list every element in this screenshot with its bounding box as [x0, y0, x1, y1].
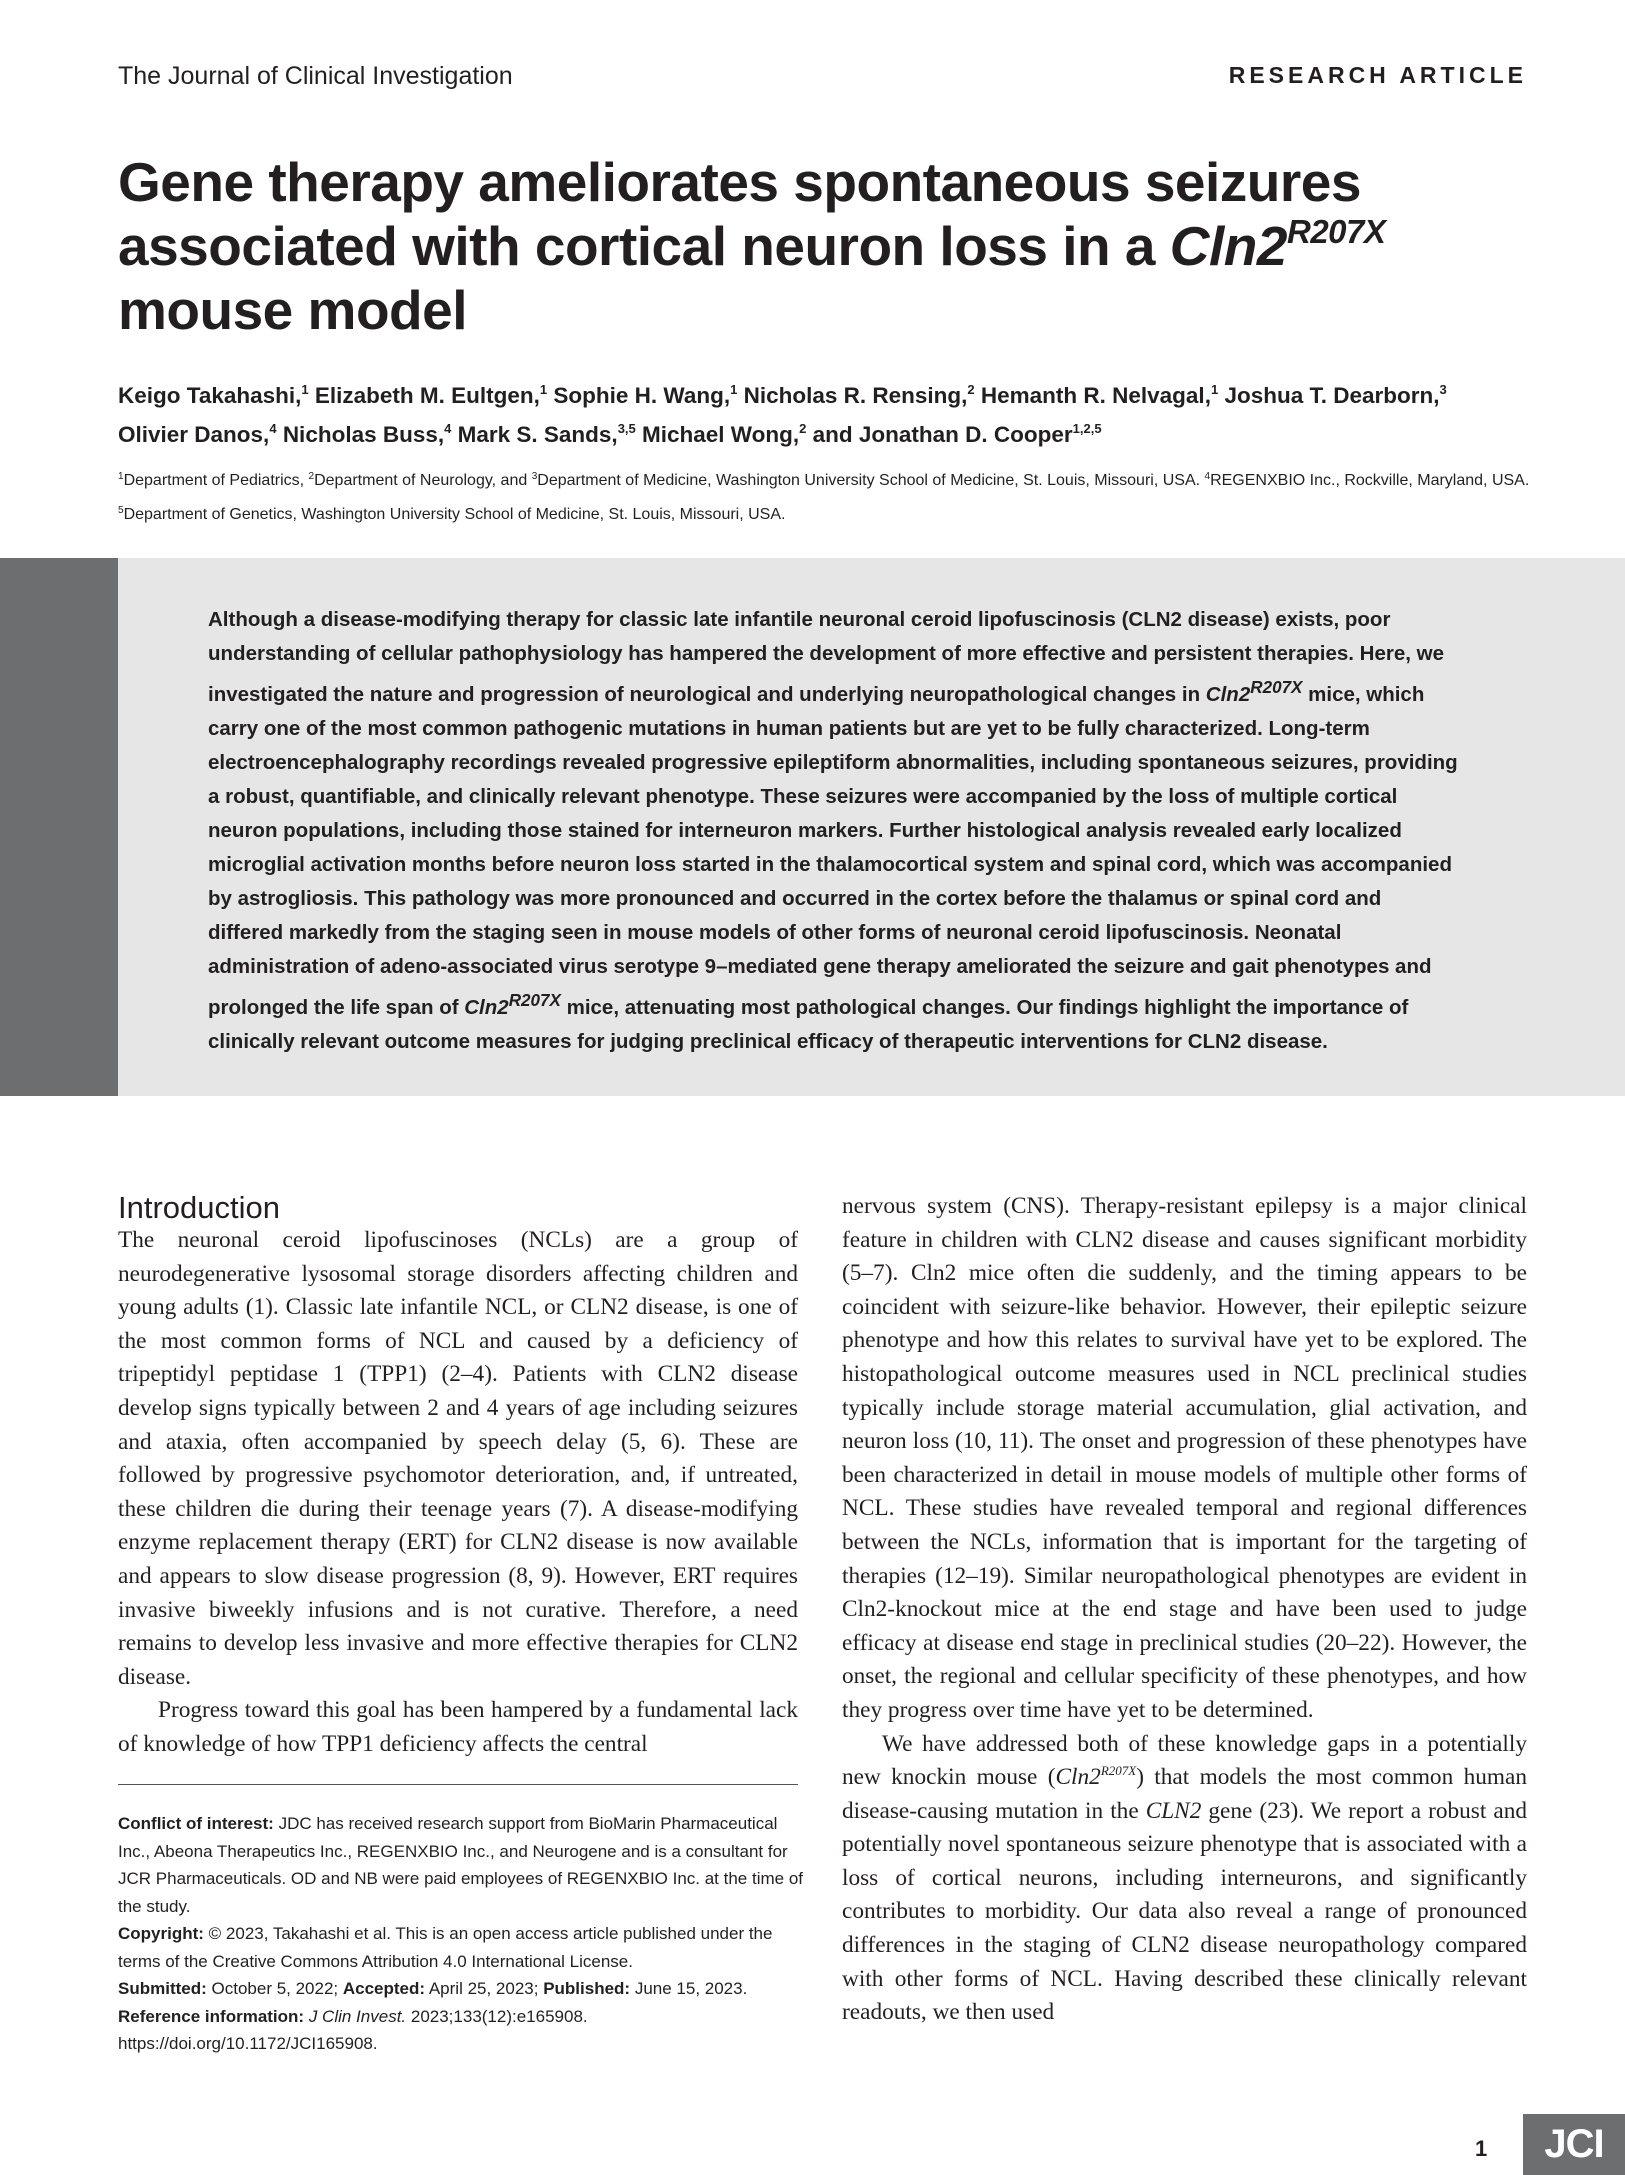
affiliation-line — [118, 464, 1538, 498]
title-gene: Cln2 — [1169, 215, 1287, 277]
body-gene-superscript: R207X — [1100, 1763, 1137, 1779]
body-text: gene (23). We report a robust and potentially novel spontaneous seizure phenotype that is associated with a loss of cortical neurons, including interneurons, and significantly contributes to morbidity. Our data also reveal a range of pronounced differences in the staging of CLN2 disease neuropathology compared with other forms of NCL. Having described these clinically relevant readouts, we then used — [842, 1797, 1527, 2026]
title-text-end: mouse model — [118, 279, 468, 341]
affiliations — [118, 464, 1538, 532]
author: Elizabeth M. Eultgen, — [314, 383, 540, 408]
affiliation-text: Department of Genetics, Washington University School of Medicine, St. Louis, Missouri, USA. — [123, 506, 786, 523]
article-notes — [118, 1810, 808, 2058]
affiliation-number: 2 — [308, 471, 315, 482]
author: Nicholas Buss, — [282, 422, 445, 447]
abstract-accent-bar — [0, 558, 118, 1096]
abstract-text — [208, 603, 1458, 1059]
section-heading-introduction: Introduction — [118, 1190, 280, 1225]
author-affiliation: 3,5 — [617, 421, 636, 436]
abstract-gene-superscript: R207X — [508, 990, 561, 1010]
title-text: Gene therapy ameliorates spontaneous seizures associated with cortical neuron loss in a — [118, 151, 1361, 277]
note-label: Published: — [543, 1979, 631, 1998]
author-affiliation: 2 — [967, 382, 975, 397]
author: Mark S. Sands, — [457, 422, 618, 447]
affiliation-text: Department of Medicine, Washington University School of Medicine, St. Louis, Missouri, USA. — [537, 472, 1205, 489]
author: and Jonathan D. Cooper — [812, 422, 1073, 447]
author-affiliation: 2 — [799, 421, 807, 436]
body-gene: Cln2 — [1055, 1764, 1101, 1791]
article-type-label: RESEARCH ARTICLE — [1228, 62, 1527, 88]
note-text: © 2023, Takahashi et al. This is an open access article published under the terms of the Creative Commons Attribution 4.0 International License. — [118, 1924, 773, 1971]
abstract-section — [0, 558, 1625, 1096]
abstract-gene: Cln2 — [464, 995, 509, 1019]
affiliation-number: 3 — [531, 471, 538, 482]
note-label: Submitted: — [118, 1979, 207, 1998]
author: Joshua T. Dearborn, — [1224, 383, 1440, 408]
abstract-gene: Cln2 — [1205, 682, 1251, 706]
author-affiliation: 4 — [269, 421, 277, 436]
dates-note — [118, 1975, 808, 2003]
affiliation-number: 4 — [1204, 471, 1211, 482]
note-label: Accepted: — [342, 1979, 426, 1998]
page-number: 1 — [1475, 2136, 1488, 2161]
body-paragraph: Progress toward this goal has been hampered by a fundamental lack of knowledge of how TPP1 deficiency affects the central — [118, 1697, 798, 1757]
jci-logo: JCI — [1523, 2114, 1625, 2175]
affiliation-text: REGENXBIO Inc., Rockville, Maryland, USA. — [1210, 472, 1530, 489]
affiliation-text: Department of Pediatrics, — [123, 472, 309, 489]
note-text: April 25, 2023; — [425, 1979, 544, 1998]
body-text: We have addressed both of these knowledge gaps in a potentially new knockin mouse ( — [842, 1730, 1527, 1791]
journal-name: The Journal of Clinical Investigation — [118, 62, 513, 90]
note-text: October 5, 2022; — [206, 1979, 343, 1998]
author-affiliation: 1 — [1210, 382, 1219, 397]
reference-note — [118, 2003, 808, 2031]
author-list — [118, 376, 1518, 454]
note-label: Reference information: — [118, 2006, 305, 2026]
body-column-right — [842, 1190, 1527, 2030]
body-paragraph: nervous system (CNS). Therapy-resistant epilepsy is a major clinical feature in children with CLN2 disease and causes significant morbidity (5–7). Cln2 mice often die suddenly, and the timing appears to be coincident with seizure-like behavior. However, their epileptic seizure phenotype and how this relates to survival have yet to be explored. The histopathological outcome measures used in NCL preclinical studies typically include storage material accumulation, glial activation, and neuron loss (10, 11). The onset and progression of these phenotypes have been characterized in detail in mouse models of multiple other forms of NCL. These studies have revealed temporal and regional differences between the NCLs, information that is important for the targeting of therapies (12–19). Similar neuropathological phenotypes are evident in Cln2-knockout mice at the end stage and have been used to judge efficacy at disease end stage in preclinical studies (20–22). However, the onset, the regional and cellular specificity of these phenotypes, and how they progress over time have yet to be determined. — [842, 1193, 1527, 1723]
article-title — [118, 150, 1398, 342]
abstract-sentence: mice, which carry one of the most common pathogenic mutations in human patients but are yet to be fully characterized. Long-term electroencephalography recordings revealed progressive epileptiform abnormalities, including spontaneous seizures, providing a robust, quantifiable, and clinically relevant phenotype. These seizures were accompanied by the loss of multiple cortical neuron populations, including those stained for interneuron markers. Further histological analysis revealed early localized microglial activation months before neuron loss started in the thalamocortical system and spinal cord, which was accompanied by astrogliosis. This pathology was more pronounced and occurred in the cortex before the thalamus or spinal cord and differed markedly from the staging seen in mouse models of other forms of neuronal ceroid lipofuscinosis. Neonatal administration of adeno-associated virus serotype 9–mediated gene therapy ameliorated the seizure and gait phenotypes and prolonged the life span of — [208, 682, 1458, 1019]
author-affiliation: 1 — [730, 382, 738, 397]
abstract-sentence: mice, attenuating most pathological changes. Our findings highlight the importance of clinically relevant outcome measures for judging preclinical efficacy of therapeutic interventions for CLN2 disease. — [208, 995, 1409, 1053]
author-affiliation: 1 — [539, 382, 548, 397]
author-affiliation: 1 — [301, 382, 309, 397]
conflict-of-interest-note — [118, 1810, 808, 1920]
affiliation-line — [118, 498, 1538, 532]
footnote-divider — [118, 1784, 798, 1785]
author-affiliation: 1,2,5 — [1072, 421, 1102, 436]
note-text: JDC has received research support from BioMarin Pharmaceutical Inc., Abeona Therapeutics Inc., REGENXBIO Inc., and Neurogene and is a consultant for JCR Pharmaceuticals. OD and NB were paid employees of REGENXBIO Inc. at the time of the study. — [118, 1814, 804, 1916]
body-gene: CLN2 — [1145, 1797, 1202, 1824]
note-text: 2023;133(12):e165908. — [406, 2006, 588, 2026]
copyright-note — [118, 1920, 808, 1975]
affiliation-text: Department of Neurology, and — [314, 472, 532, 489]
author: Olivier Danos, — [118, 422, 270, 447]
note-label: Copyright: — [118, 1924, 204, 1943]
body-column-left — [118, 1224, 798, 1762]
author: Keigo Takahashi, — [118, 383, 302, 408]
note-label: Conflict of interest: — [118, 1814, 274, 1833]
body-text: ) that models the most common human disease-causing mutation in the — [842, 1764, 1527, 1824]
note-text: June 15, 2023. — [630, 1979, 748, 1998]
author: Michael Wong, — [642, 422, 800, 447]
affiliation-number: 5 — [118, 505, 124, 516]
abstract-sentence: Although a disease-modifying therapy for classic late infantile neuronal ceroid lipofuscinosis (CLN2 disease) exists, poor understanding of cellular pathophysiology has hampered the development of more effective and persistent therapies. Here, we investigated the nature and progression of neurological and underlying neuropathological changes in — [208, 608, 1444, 706]
abstract-gene-superscript: R207X — [1250, 678, 1303, 697]
author: Nicholas R. Rensing, — [743, 383, 968, 408]
body-paragraph — [842, 1728, 1527, 2030]
affiliation-number: 1 — [118, 471, 124, 482]
doi-link[interactable]: https://doi.org/10.1172/JCI165908. — [118, 2034, 378, 2053]
title-gene-superscript: R207X — [1286, 213, 1386, 250]
author: Sophie H. Wang, — [553, 383, 731, 408]
author-affiliation: 3 — [1439, 382, 1447, 397]
author: Hemanth R. Nelvagal, — [980, 383, 1211, 408]
note-journal: J Clin Invest. — [308, 2006, 407, 2026]
body-paragraph: The neuronal ceroid lipofuscinoses (NCLs) are a group of neurodegenerative lysosomal storage disorders affecting children and young adults (1). Classic late infantile NCL, or CLN2 disease, is one of the most common forms of NCL and caused by a deficiency of tripeptidyl peptidase 1 (TPP1) (2–4). Patients with CLN2 disease develop signs typically between 2 and 4 years of age including seizures and ataxia, often accompanied by speech delay (5, 6). These are followed by progressive psychomotor deterioration, and, if untreated, these children die during their teenage years (7). A disease-modifying enzyme replacement therapy (ERT) for CLN2 disease is now available and appears to slow disease progression (8, 9). However, ERT requires invasive biweekly infusions and is not curative. Therefore, a need remains to develop less invasive and more effective therapies for CLN2 disease. — [118, 1227, 798, 1690]
author-affiliation: 4 — [444, 421, 452, 436]
